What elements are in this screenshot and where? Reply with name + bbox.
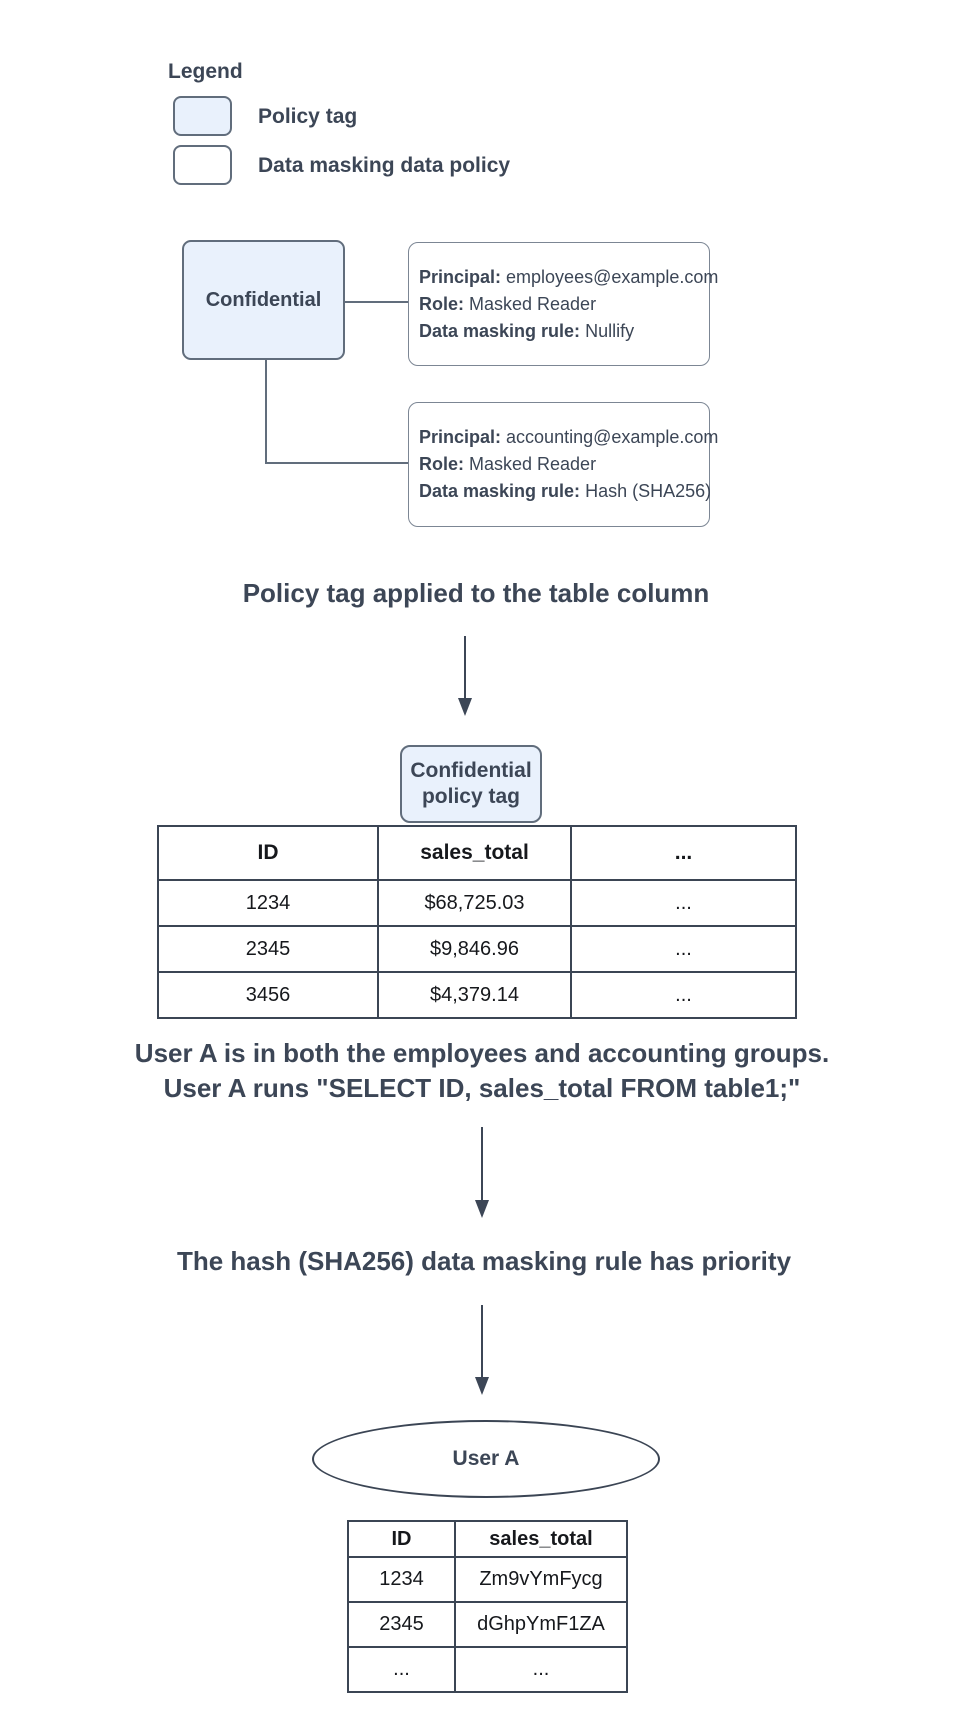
connector-line (265, 360, 267, 464)
user-a-node (312, 1420, 660, 1498)
table-header-cell: ID (158, 826, 378, 880)
data-policy-card-nullify (408, 242, 719, 366)
user-a-label: User A (452, 1447, 520, 1470)
table-header-cell: ... (571, 826, 796, 880)
column-policy-tag-badge (400, 745, 542, 823)
role-label: Role: (419, 454, 464, 474)
rule-label: Data masking rule: (419, 481, 581, 501)
table-row (158, 880, 796, 926)
policy-role-line (419, 451, 709, 478)
flow-arrow-line (481, 1127, 483, 1202)
table-header-cell: ID (348, 1521, 455, 1557)
table-cell: ... (571, 880, 796, 926)
role-value: Masked Reader (464, 454, 597, 474)
table-cell: ... (571, 972, 796, 1018)
table-header-row (158, 826, 796, 880)
rule-value: Hash (SHA256) (580, 481, 712, 501)
connector-line (265, 462, 408, 464)
connector-line (345, 301, 408, 303)
legend-item-label: Policy tag (258, 105, 358, 128)
flow-arrow-line (464, 636, 466, 700)
table-cell: ... (571, 926, 796, 972)
masked-result-table (347, 1520, 628, 1693)
table-cell: $4,379.14 (378, 972, 571, 1018)
principal-label: Principal: (419, 266, 502, 287)
table-cell: 3456 (158, 972, 378, 1018)
data-policy-card-hash (408, 402, 719, 527)
role-value: Masked Reader (464, 293, 597, 314)
table-cell: ... (455, 1647, 627, 1692)
arrow-down-icon (475, 1377, 489, 1395)
principal-label: Principal: (419, 427, 502, 447)
policy-principal-line (419, 264, 719, 291)
role-label: Role: (419, 293, 464, 314)
table-cell: Zm9vYmFycg (455, 1557, 627, 1602)
table-row (158, 926, 796, 972)
policy-tag-node-label: Confidential (205, 288, 322, 311)
heading-masking-priority: The hash (SHA256) data masking rule has priority (176, 1246, 792, 1276)
table-header-cell: sales_total (378, 826, 571, 880)
table-row (158, 972, 796, 1018)
rule-label: Data masking rule: (419, 320, 581, 341)
legend-item-label: Data masking data policy (258, 154, 511, 177)
table-cell: 2345 (348, 1602, 455, 1647)
policy-rule-line (419, 318, 709, 345)
heading-user-groups (2, 1036, 962, 1106)
legend-title: Legend (168, 60, 243, 83)
data-policy-swatch (173, 145, 232, 185)
table-cell: 1234 (158, 880, 378, 926)
arrow-down-icon (475, 1200, 489, 1218)
arrow-down-icon (458, 698, 472, 716)
table-header-row (348, 1521, 627, 1557)
policy-rule-line (419, 478, 712, 505)
principal-value: employees@example.com (501, 266, 719, 287)
rule-value: Nullify (580, 320, 635, 341)
table-cell: $68,725.03 (378, 880, 571, 926)
table-row (348, 1557, 627, 1602)
table-cell: $9,846.96 (378, 926, 571, 972)
policy-tag-node-confidential (182, 240, 345, 360)
table-cell: 1234 (348, 1557, 455, 1602)
policy-role-line (419, 291, 709, 318)
policy-tag-swatch (173, 96, 232, 136)
heading-user-groups-line1: User A is in both the employees and accounting groups. (134, 1038, 830, 1068)
table-header-cell: sales_total (455, 1521, 627, 1557)
principal-value: accounting@example.com (501, 427, 719, 447)
flow-arrow-line (481, 1305, 483, 1378)
table-row (348, 1647, 627, 1692)
badge-line2: policy tag (421, 785, 521, 808)
heading-policy-tag-applied: Policy tag applied to the table column (242, 578, 710, 608)
source-data-table (157, 825, 797, 1019)
badge-line1: Confidential (410, 759, 532, 782)
table-row (348, 1602, 627, 1647)
table-cell: ... (348, 1647, 455, 1692)
table-cell: dGhpYmF1ZA (455, 1602, 627, 1647)
table-cell: 2345 (158, 926, 378, 972)
heading-user-groups-line2: User A runs "SELECT ID, sales_total FROM table1;" (163, 1073, 801, 1103)
policy-principal-line (419, 424, 719, 451)
